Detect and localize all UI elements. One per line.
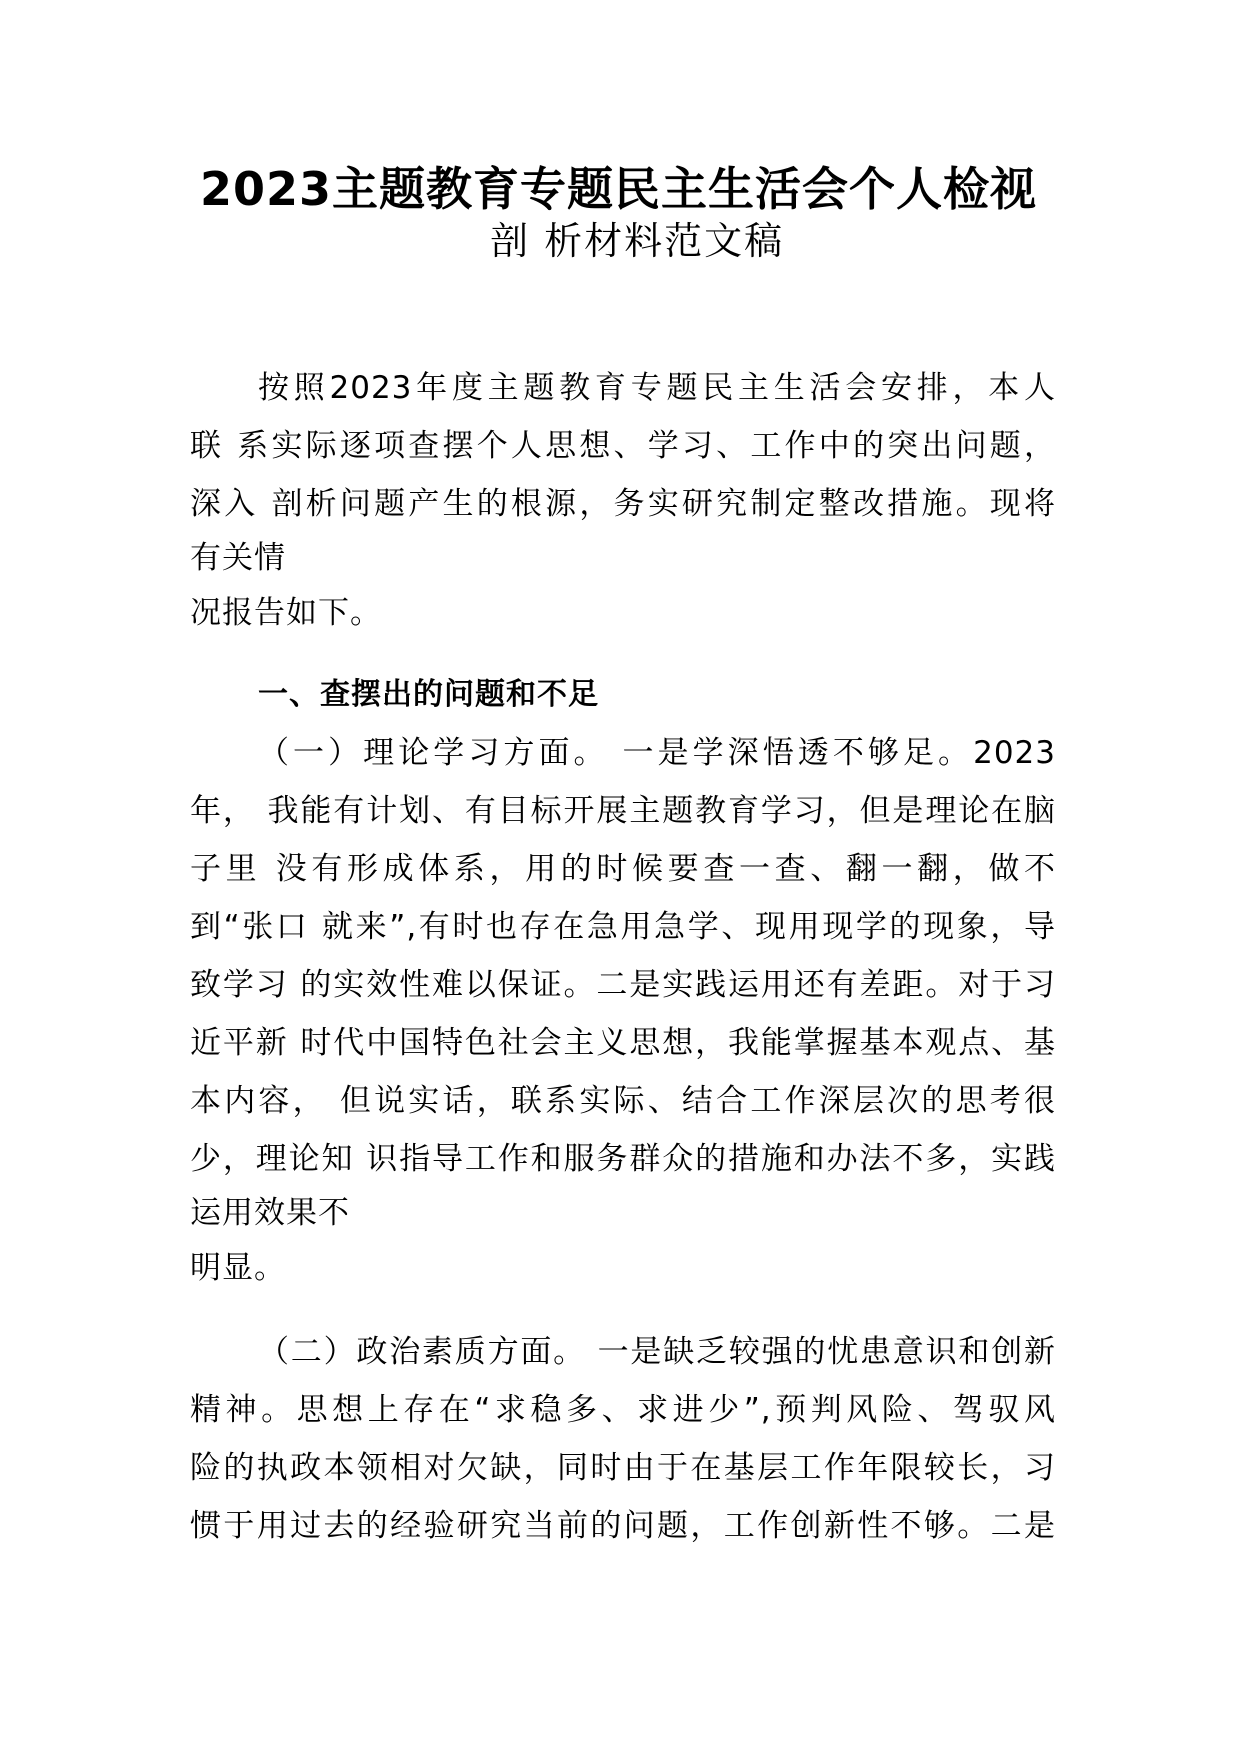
- paragraph-line: 子里 没有形成体系，用的时候要查一查、翻一翻，做不: [190, 851, 1056, 887]
- paragraph-line: 到“张口 就来”,有时也存在急用急学、现用现学的现象，导: [190, 909, 1056, 945]
- paragraph-line: 致学习 的实效性难以保证。二是实践运用还有差距。对于习: [190, 967, 1056, 1003]
- paragraph-line: 险的执政本领相对欠缺，同时由于在基层工作年限较长，习: [190, 1450, 1056, 1486]
- paragraph-line: 运用效果不: [190, 1195, 350, 1231]
- paragraph-line: 明显。: [190, 1250, 286, 1286]
- intro-line: 深入 剖析问题产生的根源，务实研究制定整改措施。现将: [190, 486, 1056, 522]
- paragraph-line: 年， 我能有计划、有目标开展主题教育学习，但是理论在脑: [190, 793, 1056, 829]
- paragraph-line: 近平新 时代中国特色社会主义思想，我能掌握基本观点、基: [190, 1025, 1056, 1061]
- paragraph-line: （一）理论学习方面。 一是学深悟透不够足。2023: [258, 735, 1056, 771]
- paragraph-line: 惯于用过去的经验研究当前的问题，工作创新性不够。二是: [190, 1508, 1056, 1544]
- document-title-line-1: 2023主题教育专题民主生活会个人检视: [200, 162, 1038, 216]
- paragraph-line: 本内容， 但说实话，联系实际、结合工作深层次的思考很: [190, 1083, 1056, 1119]
- intro-line: 有关情: [190, 540, 286, 576]
- intro-line: 联 系实际逐项查摆个人思想、学习、工作中的突出问题，: [190, 428, 1056, 464]
- intro-line: 按照2023年度主题教育专题民主生活会安排，本人: [258, 370, 1056, 406]
- document-title-line-2: 剖 析材料范文稿: [490, 219, 785, 263]
- paragraph-line: （二）政治素质方面。 一是缺乏较强的忧患意识和创新: [258, 1334, 1056, 1370]
- paragraph-line: 精神。思想上存在“求稳多、求进少”,预判风险、驾驭风: [190, 1392, 1056, 1428]
- section-heading: 一、查摆出的问题和不足: [258, 677, 599, 712]
- intro-line: 况报告如下。: [190, 595, 382, 631]
- paragraph-line: 少，理论知 识指导工作和服务群众的措施和办法不多，实践: [190, 1141, 1056, 1177]
